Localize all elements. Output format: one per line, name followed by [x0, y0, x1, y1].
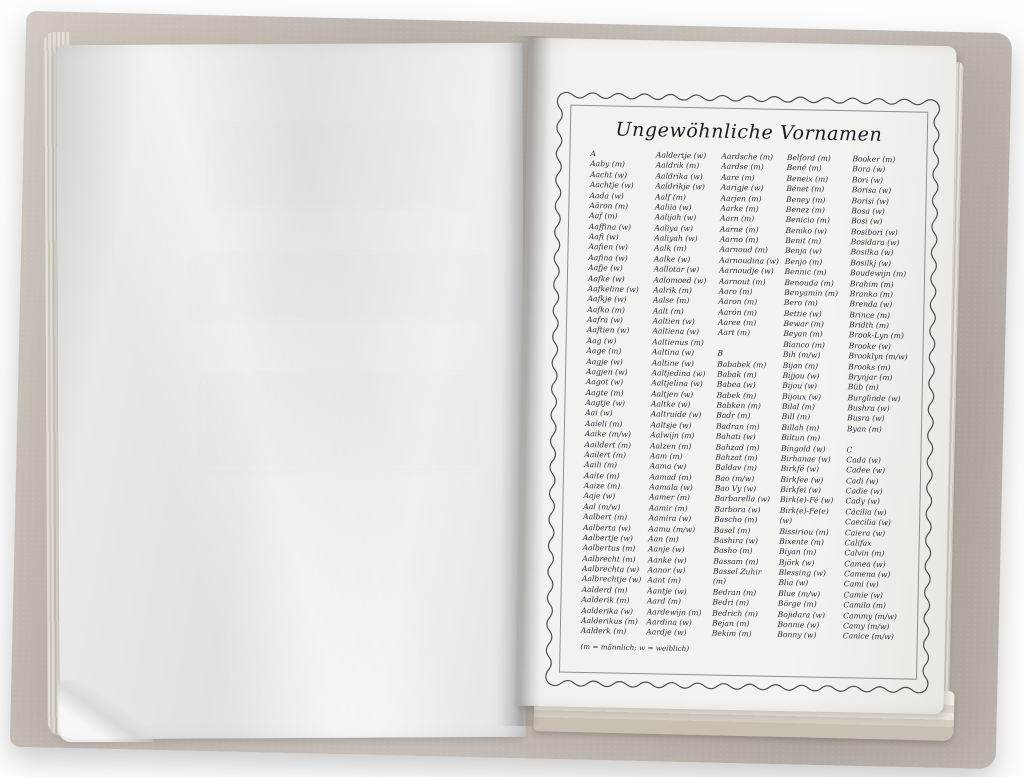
name-entry: Aalbrechtje (w)	[581, 574, 642, 585]
name-entry: Aäron (m)	[589, 200, 629, 211]
name-entry: Brooks (m)	[848, 361, 891, 372]
name-entry: Aarnout (m)	[718, 276, 766, 287]
name-entry: Billah (m)	[781, 422, 820, 433]
name-entry: Aaltiena (w)	[652, 326, 700, 337]
name-entry: Cami (w)	[843, 579, 879, 590]
name-entry: Aama (w)	[649, 461, 687, 472]
legend-footnote: (m = männlich; w = weiblich)	[580, 641, 690, 654]
name-entry: Aaize (m)	[583, 480, 621, 491]
name-entry: Aaltruide (w)	[650, 409, 702, 420]
name-entry: Bonny (w)	[777, 630, 817, 640]
name-entry: Beyan (m)	[783, 329, 823, 340]
name-entry: Aaliia (w)	[654, 202, 692, 212]
name-entry: Aaltjedina (w)	[651, 368, 706, 379]
name-entry: Benit (m)	[785, 235, 822, 246]
name-entry: Aalderika (w)	[581, 605, 634, 616]
name-entry: Bora (w)	[852, 164, 886, 175]
name-entry: Aacht (w)	[589, 169, 628, 180]
name-entry: Caiera (w)	[844, 527, 886, 538]
name-entry: Byan (m)	[846, 423, 882, 434]
name-entry: Aaildert (m)	[584, 439, 632, 450]
name-entry: Cäcilia (w)	[845, 506, 887, 517]
name-entry: Aafra (w)	[587, 315, 624, 325]
names-page	[515, 38, 956, 714]
name-entry: Aardje (w)	[646, 627, 687, 638]
name-entry: Aaldrikje (w)	[655, 181, 706, 192]
name-entry: Büb (m)	[847, 382, 879, 393]
name-entry: Bissiriou (m)	[779, 526, 829, 537]
name-entry: Aamer (m)	[648, 492, 691, 503]
name-entry: Borisi (w)	[851, 195, 890, 206]
name-entry: Aarke (m)	[720, 203, 759, 214]
name-entry: (w)	[779, 516, 793, 526]
name-entry: Birkfé (w)	[780, 464, 820, 474]
name-columns	[581, 149, 925, 643]
name-entry: Aanor (w)	[647, 565, 686, 576]
name-entry: Birkfei (w)	[780, 484, 822, 495]
name-entry: Aam (m)	[649, 451, 683, 461]
name-entry: Aantje (w)	[647, 586, 687, 596]
name-entry: Basel (m)	[713, 525, 751, 535]
name-entry: Cadi (w)	[845, 475, 879, 486]
name-entry: Aarjen (m)	[720, 193, 762, 203]
name-entry: Aalderk (m)	[580, 626, 627, 637]
name-entry: Aanje (w)	[647, 544, 685, 555]
name-entry: Aai (w)	[585, 408, 613, 418]
name-entry: Aalbrechta (w)	[582, 563, 640, 575]
name-entry: Aardse (m)	[721, 162, 764, 172]
name-entry: Aaltien (w)	[652, 316, 695, 327]
name-entry: Aalrik (m)	[653, 285, 692, 295]
name-entry: Bassam (m)	[713, 556, 759, 567]
name-entry: Aaike (m/w)	[584, 429, 632, 440]
name-entry: Aafkje (w)	[587, 294, 627, 305]
name-entry: Aan (m)	[648, 534, 679, 544]
name-entry: Aaili (m)	[584, 460, 618, 470]
name-entry: Biyan (m)	[778, 547, 817, 557]
name-entry: Bekim (m)	[711, 628, 752, 639]
name-entry: Benjo (m)	[784, 256, 823, 267]
name-entry: Aamad (m)	[649, 471, 692, 482]
list-title: Ungewöhnliche Vornamen	[615, 118, 883, 146]
name-entry: Aafkeline (w)	[587, 283, 639, 294]
name-entry: Aaron (m)	[718, 296, 758, 307]
name-entry: Aaftien (w)	[586, 325, 630, 336]
name-entry: Busra (w)	[847, 413, 885, 424]
name-entry: Bijjou (w)	[782, 370, 820, 381]
name-entry: Cada (w)	[846, 455, 882, 465]
name-entry: Belford (m)	[786, 152, 831, 163]
name-entry: Aailert (m)	[584, 449, 627, 460]
name-entry: Aalk (m)	[653, 243, 687, 254]
name-entry: Blue (m/w)	[778, 588, 821, 599]
name-entry: (m)	[712, 576, 727, 587]
name-entry: Aagjen (w)	[585, 366, 628, 377]
name-entry: Aardewijn (m)	[646, 606, 702, 617]
name-entry: Califax	[844, 538, 872, 548]
name-entry: Aard (m)	[646, 596, 682, 607]
name-entry: Aare (m)	[720, 172, 755, 183]
name-entry: Bené (m)	[786, 163, 822, 174]
name-entry: Caecilia (w)	[845, 517, 891, 528]
name-entry: Bixente (m)	[779, 536, 825, 547]
name-entry: Cadie (w)	[845, 486, 883, 496]
name-entry: Benicio (m)	[785, 215, 830, 226]
name-entry: Brahim (m)	[849, 278, 894, 289]
name-entry: Aardsche (m)	[721, 151, 774, 162]
name-entry: Camea (w)	[844, 558, 886, 569]
name-entry: Aarón (m)	[718, 307, 758, 318]
name-entry: Babken (m)	[716, 400, 761, 411]
name-entry: Bewar (m)	[783, 318, 824, 329]
name-entry: Aafina (w)	[588, 252, 628, 263]
name-entry: Aart (m)	[717, 328, 751, 338]
name-entry: Aarne (m)	[719, 224, 759, 235]
name-entry: Bijou (w)	[782, 381, 818, 391]
name-entry: Baldav (m)	[715, 462, 758, 473]
name-entry: Aalf (m)	[654, 191, 686, 202]
name-entry: Bosilka (w)	[850, 247, 894, 258]
name-entry: Bosidara (w)	[850, 237, 900, 248]
name-entry: Brynjar (m)	[847, 372, 893, 383]
name-entry: Aaieli (m)	[584, 418, 623, 429]
name-entry: Bababek (m)	[717, 359, 767, 370]
name-entry: Aafi (w)	[588, 232, 619, 242]
name-entry: Blessing (w)	[778, 567, 826, 578]
name-entry: Birk(e)-Fé (w)	[779, 495, 834, 506]
name-entry: Aanke (w)	[647, 554, 687, 565]
name-entry: Börge (m)	[777, 599, 817, 609]
name-entry: Aal (m/w)	[583, 501, 621, 512]
name-entry: Benyamin (m)	[784, 287, 839, 298]
name-entry: Aaby (m)	[590, 159, 626, 170]
name-entry: Brenda (w)	[849, 299, 893, 310]
name-column-3	[712, 152, 787, 641]
name-column-2	[646, 150, 721, 639]
name-entry: Aaldrika (w)	[655, 171, 703, 182]
name-entry: Birhanae (w)	[780, 453, 831, 464]
name-entry: Camilo (m)	[843, 600, 887, 611]
name-entry: Aalderd (m)	[581, 584, 628, 595]
name-entry: Aafko (m)	[587, 304, 625, 315]
name-entry: Aalderikus (m)	[580, 615, 638, 626]
name-entry: Bih (m/w)	[782, 350, 821, 360]
name-entry: Bahati (w)	[715, 431, 756, 442]
name-entry: Basho (m)	[713, 545, 753, 556]
name-entry: Canice (m/w)	[842, 631, 894, 642]
name-entry: Aagot (w)	[585, 377, 624, 387]
name-entry: Aag (w)	[586, 335, 617, 346]
name-entry: Cady (w)	[845, 496, 880, 507]
name-entry: Aalt (m)	[652, 305, 684, 316]
name-entry: Aalbrecht (m)	[582, 553, 636, 564]
name-entry: Aamir (m)	[648, 503, 688, 513]
name-entry: Bingold (w)	[780, 443, 826, 454]
name-entry: Bascho (m)	[714, 514, 758, 525]
name-entry: Beniko (w)	[785, 225, 827, 236]
name-entry: Beney (m)	[785, 194, 826, 205]
name-entry: Brook-Lyn (m)	[848, 330, 904, 341]
name-entry: Camie (w)	[843, 589, 884, 600]
name-entry: Bosibori (w)	[850, 226, 898, 237]
name-entry: Brince (m)	[849, 309, 891, 320]
name-entry: Babea (w)	[716, 379, 756, 390]
name-entry: Aaltjelina (w)	[651, 378, 703, 389]
name-entry: Aamala (w)	[649, 482, 693, 493]
name-entry: Bero (m)	[783, 298, 818, 308]
name-entry: Bridth (m)	[848, 320, 890, 331]
name-entry: Aaltsje (w)	[650, 420, 692, 430]
name-column-4	[777, 153, 852, 642]
page-corner-curl	[58, 680, 153, 742]
name-entry: Aaf (m)	[589, 211, 618, 221]
name-entry: Bassel Zuhir	[712, 566, 762, 577]
name-entry: Camy (m/w)	[842, 621, 890, 632]
name-entry: Aagtje (w)	[585, 397, 626, 408]
name-entry: Brooklyn (m/w)	[848, 351, 908, 362]
name-entry: Aalbertus (m)	[582, 543, 636, 554]
name-entry: Aaltke (w)	[650, 399, 691, 410]
name-entry: Aalwijn (m)	[650, 430, 695, 441]
name-entry: Aaite (m)	[583, 470, 620, 481]
name-entry: Aallotar (w)	[653, 264, 700, 275]
name-entry: Aaltienus (m)	[652, 337, 704, 348]
name-entry: Bedrich (m)	[712, 608, 759, 618]
name-entry: Barbarella (w)	[714, 493, 771, 505]
name-entry: Aaro (m)	[718, 286, 753, 297]
name-entry: Aardina (w)	[646, 617, 692, 628]
name-entry: Aalbertje (w)	[582, 532, 633, 543]
name-entry: Aachtje (w)	[589, 180, 634, 191]
name-entry: Aarno (m)	[719, 234, 759, 245]
name-entry: Beneix (m)	[786, 173, 829, 184]
name-entry: Cadee (w)	[846, 465, 886, 476]
left-blank-page	[56, 43, 526, 739]
name-entry: Benez (m)	[785, 204, 825, 215]
name-entry: Bahzat (m)	[715, 452, 758, 463]
name-entry: Benja (w)	[784, 246, 822, 257]
name-entry: Aaliya (w)	[654, 222, 694, 233]
name-entry: Aalzen (m)	[650, 440, 692, 451]
name-entry: Aalke (w)	[653, 254, 691, 264]
name-entry: Aaldertje (w)	[655, 150, 707, 161]
name-entry: B	[717, 348, 724, 358]
name-entry: Aalderik (m)	[581, 595, 630, 606]
name-entry: Aant (m)	[647, 575, 681, 586]
name-entry: Barbora (w)	[714, 504, 761, 515]
name-entry: Aage (m)	[586, 346, 622, 356]
name-entry: Bettie (w)	[783, 308, 822, 319]
name-entry: Aaffina (w)	[588, 221, 632, 232]
name-entry: Brooke (w)	[848, 341, 892, 351]
inner-border	[559, 105, 928, 680]
name-entry: Bosilkj (w)	[850, 258, 892, 268]
name-entry: Aaltjen (w)	[651, 388, 694, 399]
name-entry: Aaje (w)	[583, 491, 616, 501]
name-entry: Badr (m)	[716, 410, 751, 421]
name-entry: Bijan (m)	[782, 360, 819, 371]
name-entry: Bosi (w)	[851, 216, 883, 227]
list-frame	[545, 91, 941, 694]
name-entry: Aarn (m)	[720, 213, 755, 224]
name-entry: Aaltine (w)	[651, 357, 694, 368]
name-column-1	[581, 149, 656, 638]
name-entry: Blia (w)	[778, 578, 809, 588]
name-entry: Bedri (m)	[712, 597, 750, 608]
name-entry: Bianco (m)	[783, 339, 826, 350]
name-entry: C	[846, 444, 853, 454]
name-entry: Bijoux (w)	[782, 391, 822, 402]
name-entry: Aada (w)	[589, 190, 624, 201]
name-entry: Aaliyah (w)	[654, 233, 698, 244]
name-entry: Bill (m)	[781, 412, 811, 422]
name-entry: Aagte (m)	[585, 387, 624, 398]
name-entry: Borisa (w)	[851, 185, 892, 196]
name-entry: Aarnoudina (w)	[719, 255, 779, 266]
name-entry: Aalberta (w)	[582, 522, 631, 533]
name-entry: Bennic (m)	[784, 267, 827, 277]
name-entry: Badran (m)	[715, 421, 760, 432]
name-entry: Björk (w)	[778, 557, 815, 568]
name-entry: Biltun (m)	[781, 433, 821, 443]
name-entry: Bosa (w)	[851, 206, 885, 216]
name-entry: Babek (m)	[716, 390, 757, 401]
name-entry: Aaldrik (m)	[655, 160, 700, 171]
name-entry: Aaree (m)	[717, 317, 757, 328]
page-showthrough	[207, 123, 477, 214]
name-entry: Bonnie (w)	[777, 619, 820, 630]
name-entry: Babak (m)	[716, 369, 757, 380]
name-entry: Bashira (w)	[713, 535, 759, 546]
name-column-5	[843, 154, 925, 643]
name-entry: Aalijah (w)	[654, 212, 697, 223]
page-showthrough	[187, 253, 487, 325]
name-entry: Bao (m/w)	[714, 473, 755, 484]
name-entry: Burglinde (w)	[847, 392, 901, 403]
name-entry: Bejan (m)	[711, 618, 750, 629]
name-entry: Aaltina (w)	[651, 347, 695, 358]
name-entry: Aafke (w)	[587, 273, 625, 284]
name-entry: A	[590, 149, 597, 159]
name-entry: Aarnoud (m)	[719, 245, 769, 255]
name-entry: Bahzad (m)	[715, 442, 760, 452]
name-entry: Bojidara (w)	[777, 609, 826, 620]
name-entry: Camena (w)	[843, 569, 891, 580]
name-entry: Bénet (m)	[786, 184, 825, 194]
name-entry: Aagje (w)	[586, 356, 623, 367]
name-entry: Aamira (w)	[648, 513, 692, 524]
name-entry: Aalbert (m)	[583, 512, 628, 522]
name-entry: Birk(e)-Fe(e)	[779, 505, 829, 516]
name-entry: Branko (m)	[849, 289, 894, 300]
name-entry: Aamu (m/w)	[648, 523, 696, 534]
name-entry: Aafien (w)	[588, 242, 628, 253]
name-entry: Bori (w)	[851, 175, 884, 185]
name-entry: Booker (m)	[852, 154, 896, 165]
name-entry: Aarigje (w)	[720, 182, 764, 193]
name-entry: Aalomoed (w)	[653, 274, 707, 285]
name-entry: Cammy (m/w)	[843, 610, 897, 621]
name-entry: Boudewijn (m)	[850, 268, 907, 279]
name-entry: Bilal (m)	[781, 401, 815, 412]
name-entry: Bushra (w)	[847, 403, 890, 414]
name-entry: Birkfee (w)	[780, 474, 824, 485]
name-entry: Benouda (m)	[784, 277, 834, 288]
name-entry: Aalse (m)	[652, 295, 690, 306]
page-showthrough	[198, 373, 479, 474]
name-entry: Calvin (m)	[844, 548, 885, 559]
name-entry: Bedran (m)	[712, 587, 757, 598]
name-entry: Aafje (w)	[588, 263, 623, 273]
name-entry: Aarnoudje (w)	[719, 265, 774, 276]
name-entry: Bao Vy (w)	[714, 483, 757, 494]
